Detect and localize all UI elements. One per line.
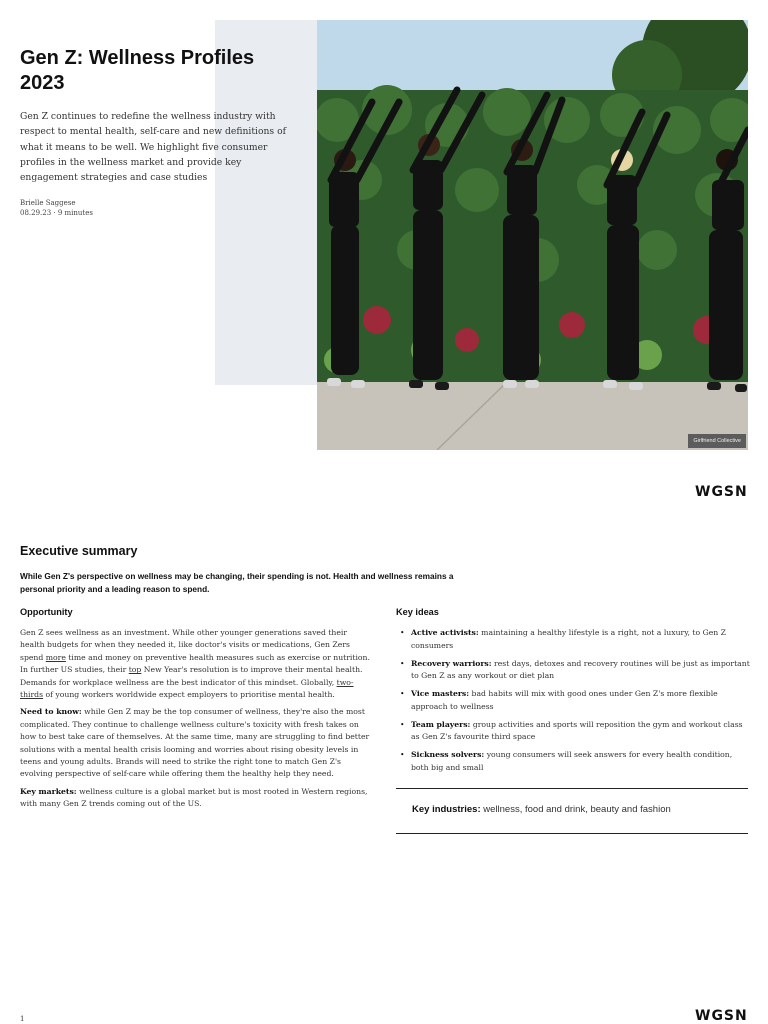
list-item xyxy=(400,658,750,683)
body-text: of young workers worldwide expect employers to prioritise mental health. xyxy=(43,690,335,700)
idea-text: group activities and sports will reposition the gym and workout class as Gen Z's favourite third space xyxy=(411,719,743,741)
idea-label: Recovery warriors: xyxy=(411,658,492,668)
idea-label: Vice masters: xyxy=(411,689,470,698)
idea-label: Active activists: xyxy=(411,628,479,637)
key-markets-paragraph xyxy=(20,786,372,811)
page-title: Gen Z: Wellness Profiles 2023 xyxy=(20,47,255,94)
need-to-know-label: Need to know: xyxy=(20,707,82,717)
list-item xyxy=(400,719,750,744)
wgsn-logo: WGSN xyxy=(695,484,748,500)
idea-text: young consumers will seek answers for every health condition, both big and small xyxy=(411,750,733,772)
key-markets-label: Key markets: xyxy=(20,786,77,796)
idea-label: Sickness solvers: xyxy=(411,750,485,759)
bullet-icon: • xyxy=(400,750,405,759)
body-text: while Gen Z may be the top consumer of wellness, they're also the most complicated. They continue to challenge wellness culture's toxicity with fresh takes on how to best take care of themselves. At the same time, many are struggling to find better solutions with a mental health crisis looming and worries about rising obesity levels in teens and young adults. Brands will need to strike the right tone to match Gen Z's evolving perspective of self-care while offering them the healthy help they need. xyxy=(20,707,370,779)
need-to-know-paragraph xyxy=(20,706,372,780)
opportunity-paragraph xyxy=(20,627,372,701)
key-ideas-list xyxy=(400,627,750,780)
byline xyxy=(20,198,93,218)
summary-lede: While Gen Z's perspective on wellness may be changing, their spending is not. Health and wellness remains a personal priority and a leading reason to spend. xyxy=(20,571,454,594)
opportunity-heading: Opportunity xyxy=(20,607,73,617)
publish-meta: 08.29.23 · 9 minutes xyxy=(20,209,93,217)
section-title: Executive summary xyxy=(20,544,138,558)
idea-label: Team players: xyxy=(411,719,471,729)
link-two-thirds[interactable]: two-thirds xyxy=(20,677,354,700)
link-more[interactable]: more xyxy=(45,652,66,662)
wgsn-logo: WGSN xyxy=(695,1008,748,1024)
hero-photo xyxy=(317,20,748,450)
body-text: Gen Z sees wellness as an investment. While other younger generations saved their health budgets for when they needed it, like doctor's visits or medications, Gen Zers spend xyxy=(20,628,350,662)
list-item xyxy=(400,688,750,713)
bullet-icon: • xyxy=(400,689,405,698)
body-text: New Year's resolution is to improve their mental health. Demands for workplace wellness are the best indicator of this mindset. Globally, xyxy=(20,665,363,687)
key-industries-text: wellness, food and drink, beauty and fashion xyxy=(480,804,671,815)
body-text: wellness culture is a global market but is most rooted in Western regions, with many Gen Z trends coming out of the US. xyxy=(20,786,368,809)
author-name: Brielle Saggese xyxy=(20,199,76,207)
divider xyxy=(396,833,748,834)
key-ideas-heading: Key ideas xyxy=(396,607,439,617)
bullet-icon: • xyxy=(400,658,405,668)
photo-credit: Girlfriend Collective xyxy=(688,434,746,448)
body-text: time and money on preventive health measures such as exercise or nutrition. In further US studies, their xyxy=(20,652,370,675)
idea-text: maintaining a healthy lifestyle is a right, not a luxury, to Gen Z consumers xyxy=(411,628,727,650)
idea-text: bad habits will mix with good ones under Gen Z's more flexible approach to wellness xyxy=(411,689,718,711)
key-industries xyxy=(412,804,671,815)
bullet-icon: • xyxy=(400,628,405,637)
link-top[interactable]: top xyxy=(128,665,142,675)
idea-text: rest days, detoxes and recovery routines will be just as important to Gen Z as any workout or diet plan xyxy=(411,658,750,680)
opportunity-body xyxy=(20,627,372,816)
page-number: 1 xyxy=(20,1015,25,1023)
group-stretching-illustration xyxy=(317,20,748,450)
list-item xyxy=(400,749,750,774)
divider xyxy=(396,788,748,789)
bullet-icon: • xyxy=(400,719,405,729)
intro-paragraph: Gen Z continues to redefine the wellness industry with respect to mental health, self-care and new definitions of what it means to be well. We highlight five consumer profiles in the wellness market and provide key engagement strategies and case studies xyxy=(20,111,287,184)
key-industries-label: Key industries: xyxy=(412,804,481,815)
list-item xyxy=(400,627,750,652)
